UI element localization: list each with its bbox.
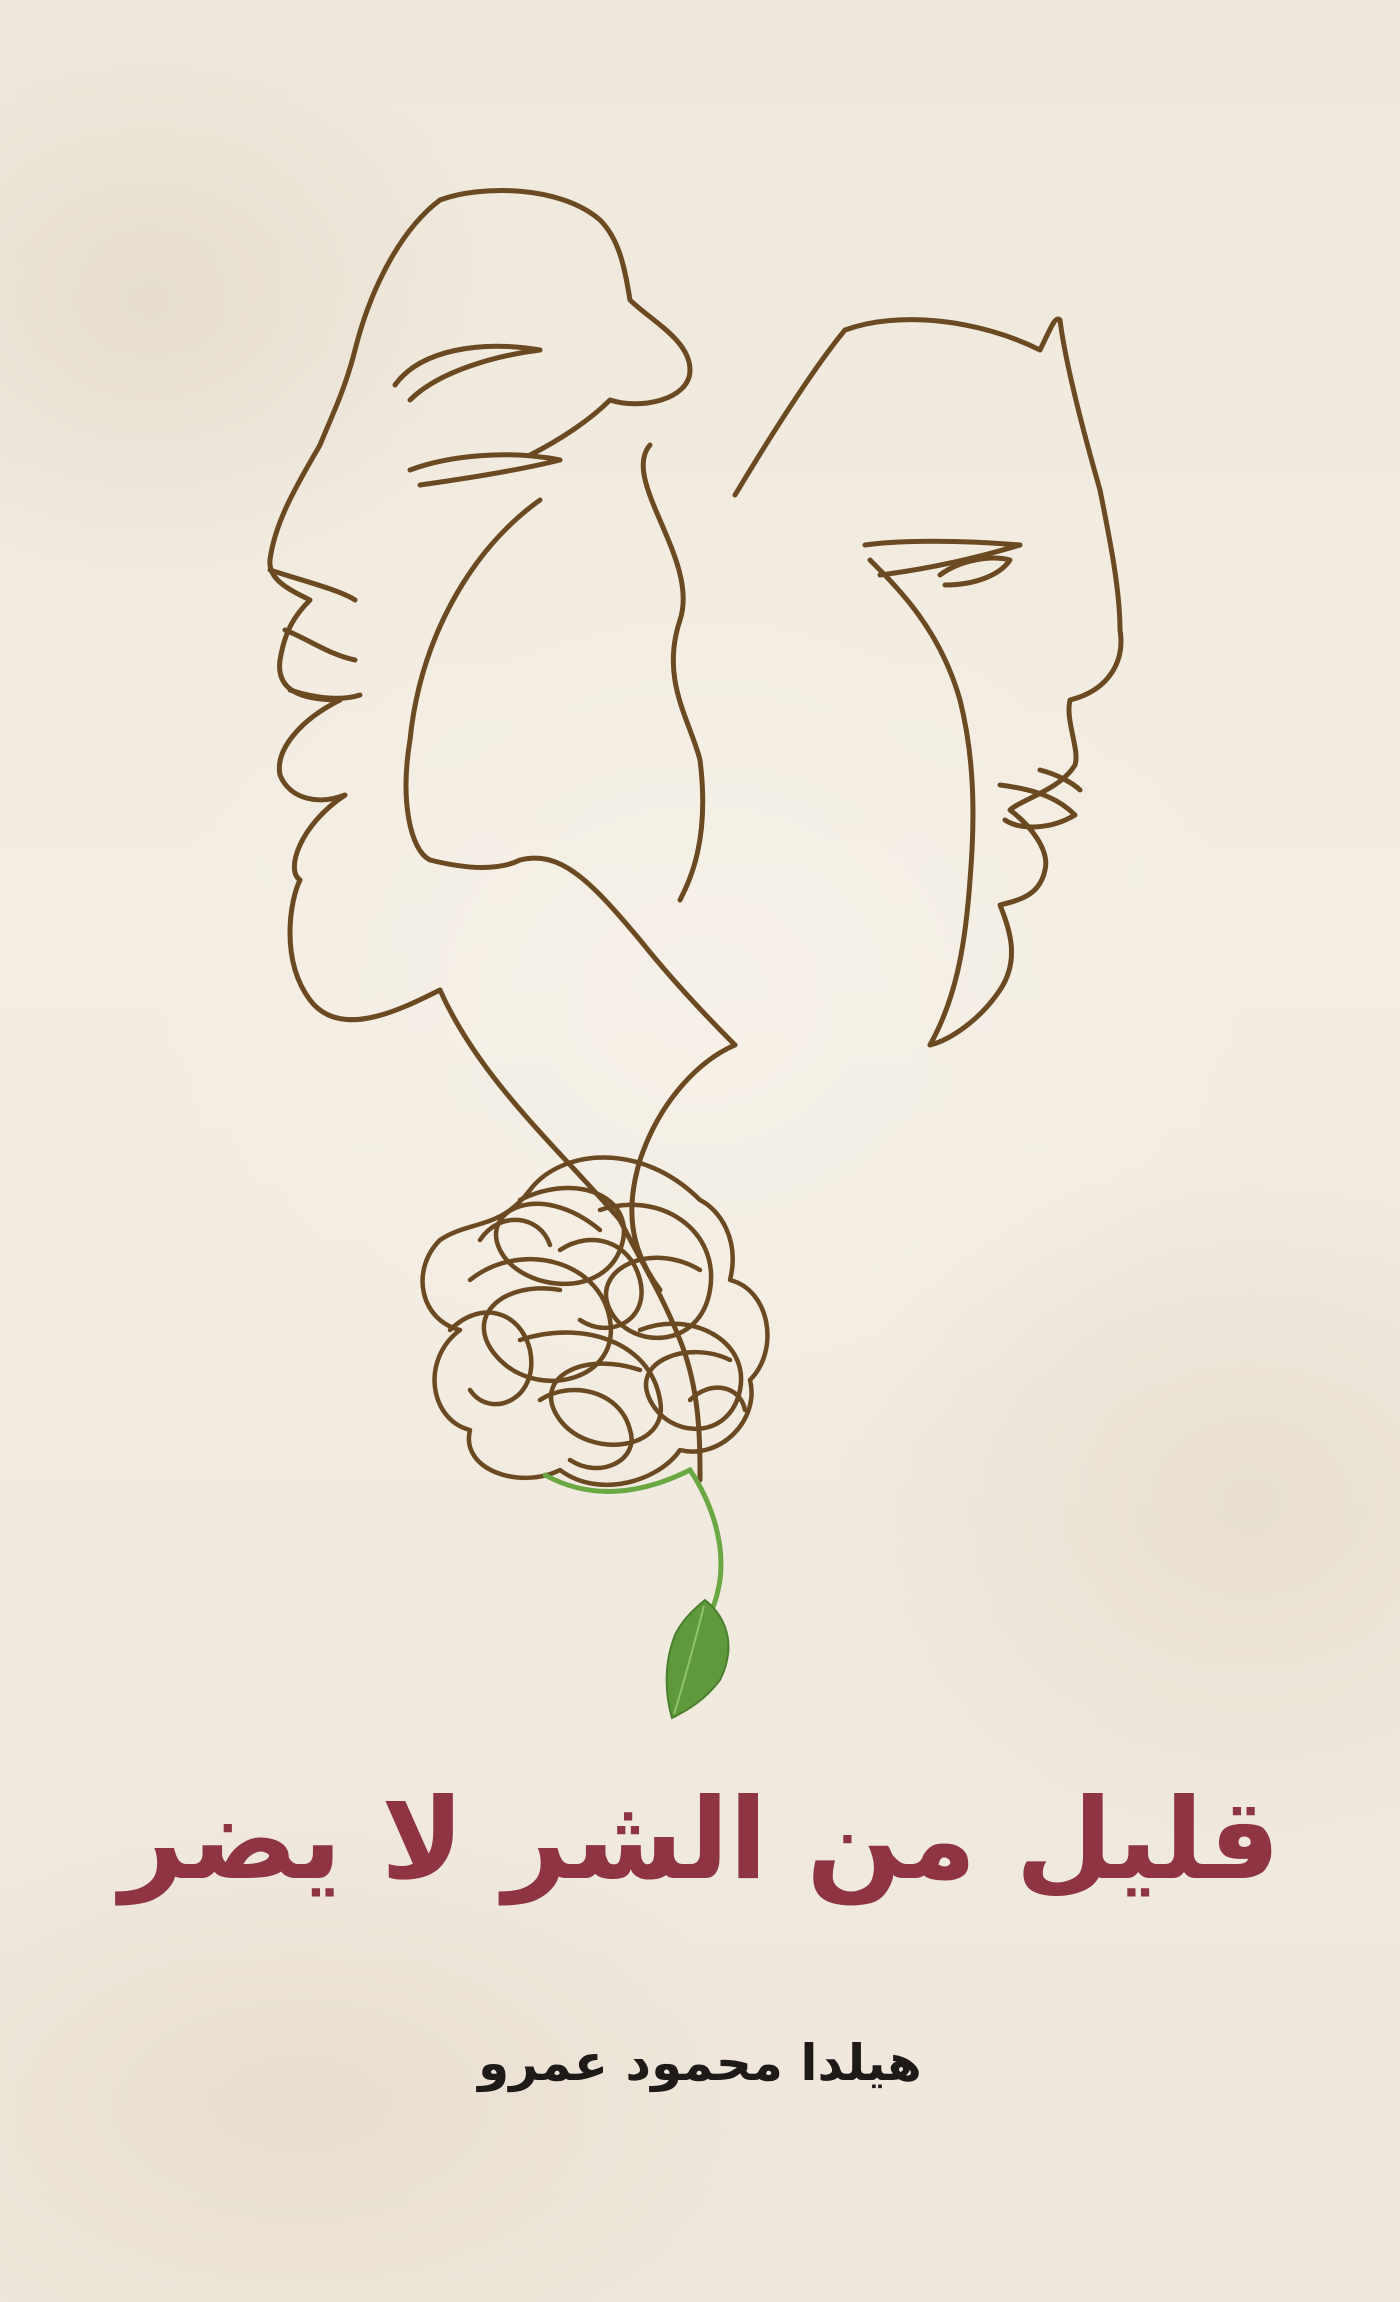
- author-name: هيلدا محمود عمرو: [478, 2034, 922, 2092]
- left-face-line-art: [270, 190, 690, 1019]
- green-leaf-icon: [545, 1470, 728, 1718]
- right-face-line-art: [735, 319, 1121, 1045]
- tangled-scribble-icon: [423, 1158, 768, 1485]
- book-title: قليل من الشر لا يضر: [119, 1775, 1281, 1905]
